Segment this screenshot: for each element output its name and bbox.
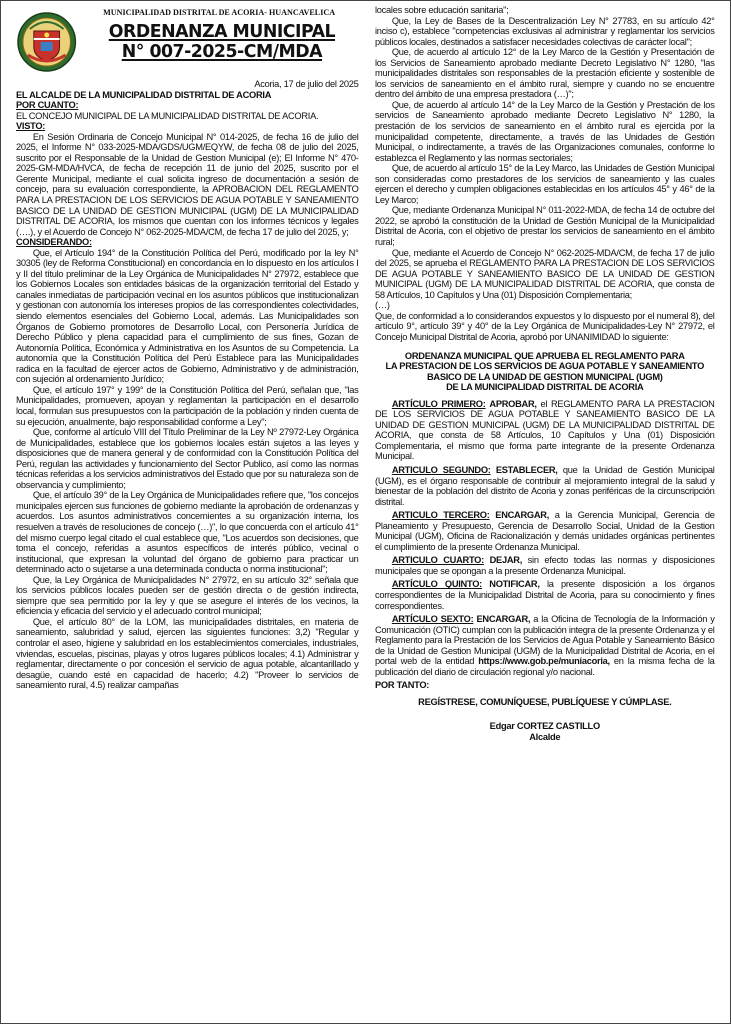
considerando-paragraph: Que, el artículo 197° y 199° de la Constitución Política del Perú, señalan que, "las Municipalidades, promueven, apoyan y reglamentan la participación en el desarrollo local, formulan sus presupuestos con la participación de la población y rinden cuenta de su ejecución, anualmente, bajo responsabilidad conforme a Ley"; xyxy=(16,383,359,427)
left-column xyxy=(16,5,359,691)
portal-url-link[interactable]: https://www.gob.pe/muniacoria, xyxy=(478,655,610,667)
article-label: ARTÍCULO PRIMERO: xyxy=(391,397,486,409)
visto-text: En Sesión Ordinaria de Concejo Municipal N° 014-2025, de fecha 16 de julio del 2025, el Informe N° 033-2025-MDA/GDS/UGM/EQYW, de fecha 08 de julio del 2025, suscrito por el Responsable de la Unidad de Gestion Municipal (e); El Informe N° 470-2025-GM-MDA/HVCA, de fecha de recepción 11 de junio del 2025, suscrito por el Gerente Municipal, mediante el cual solicita ingreso de documentación a sesión de concejo, para su evaluación correspondiente, la APROBACION DEL REGLAMENTO PARA LA PRESTACION DE LOS SERVICIOS DE AGUA POTABLE Y SANEAMIENTO BASICO DE LA UNIDAD DE GESTION MUNICIPAL (UGM) DE LA MUNICIPALIDAD DISTRITAL DE ACORIA, los mismos que cuentan con los informes técnicos y legales (….), y el Acuerdo de Concejo N° 062-2025-MDA/CM, de fecha 17 de julio del 2025, y; xyxy=(16,130,359,237)
considerando-paragraph: Que, el Artículo 194° de la Constitución Política del Perú, modificado por la ley N° 30305 (ley de Reforma Constitucional) en concordancia en lo dispuesto en los artículos I y II del título preliminar de la Ley Orgánica de Municipalidades N° 27972, establece que los Gobiernos Locales son entidades básicas de la organización territorial del Estado y canales inmediatas de participación vecinal en los asuntos públicos que institucionalizan y gestionan con autonomía los intereses propios de las correspondientes colectividades, siendo elementos esenciales del Gobierno Local, además. Las Municipalidades son Órganos de Gobierno promotores de Desarrollo Local, con Personería Jurídica de Derecho Público y plena capacidad para el cumplimiento de sus fines, Gozan de Autonomía Política, Económica y Administrativa en los Asuntos de su Competencia. La autonomía que la Constitución Política del Perú Establece para las Municipalidades radica en la facultad de ejercer actos de Gobierno, Administrativo y de administración, con sujeción al ordenamiento Jurídico; xyxy=(16,246,359,385)
por-tanto-label: POR TANTO: xyxy=(375,679,430,691)
ellipsis-paragraph: (…) xyxy=(375,299,390,311)
article-label: ARTICULO TERCERO: xyxy=(391,509,490,521)
article-verb: DEJAR, xyxy=(489,554,522,566)
considerando-paragraph: Que, la Ley Orgánica de Municipalidades N° 27972, en su artículo 32° señala que los servicios públicos locales pueden ser de gestión directa o de gestión indirecta, siempre que sea permitido por la ley y que se asegure el interés de los vecinos, la eficiencia y eficacia del servicio y el adecuado control municipal; xyxy=(16,573,359,617)
article-text: que la Unidad de Gestión Municipal (UGM), es el órgano responsable de contribuir al mejoramiento integral de la salud y bienestar de la población del distrito de Acoria y zonas periféricas de la circunscripción distrital. xyxy=(375,463,715,507)
ordenanza-title-block xyxy=(375,351,715,393)
article-verb: ESTABLECER, xyxy=(495,463,558,475)
considerando-paragraph: Que, mediante Ordenanza Municipal N° 011-2022-MDA, de fecha 14 de octubre del 2022, se aprobó la constitución de la Unidad de Gestión Municipal de la Municipalidad Distrital de Acoria, con el objetivo de prestar los servicios de saneamiento en el ámbito rural; xyxy=(375,204,715,248)
municipal-seal-icon xyxy=(16,11,77,73)
article-label: ARTICULO SEGUNDO: xyxy=(391,463,491,475)
considerando-paragraph: Que, de acuerdo al artículo 12° de la Ley Marco de la Gestión y Presentación de los Servicios de Saneamiento aprobado mediante Decreto Legislativo N° 1280, "las municipalidades distritales son responsables de la prestación eficiente y sostenible de los servicios de saneamiento en el ámbito rural, siempre y cuando no se encuentre dentro del ámbito de una empresa prestadora (…)"; xyxy=(375,46,715,100)
article-label: ARTÍCULO QUINTO: xyxy=(391,578,482,590)
signer-role: Alcalde xyxy=(529,731,561,742)
document-date: Acoria, 17 de julio del 2025 xyxy=(254,78,359,89)
por-cuanto-label: POR CUANTO: xyxy=(16,99,79,111)
ordenanza-title-line: ORDENANZA MUNICIPAL QUE APRUEBA EL REGLAMENTO PARA xyxy=(404,349,685,361)
por-cuanto-text: EL CONCEJO MUNICIPAL DE LA MUNICIPALIDAD DISTRITAL DE ACORIA. xyxy=(16,109,319,121)
article-verb: ENCARGAR, xyxy=(495,509,550,521)
ordenanza-title-line: LA PRESTACION DE LOS SERVICIOS DE AGUA POTABLE Y SANEAMIENTO xyxy=(385,360,705,372)
signer-name: Edgar CORTEZ CASTILLO xyxy=(489,720,600,732)
considerando-paragraph: Que, de acuerdo al artículo 14° de la Ley Marco de la Gestión y Prestación de los servicios de Saneamiento aprobado mediante Decreto Legislativo N° 1280, la prestación de los servicios de saneamiento en el ámbito rural es ejercida por la municipalidad competente, directamente, a través de las Unidades de Gestión Municipal, o indirectamente, a través de las Organizaciones comunales, conforme lo establezca el Reglamento y las normas sectoriales; xyxy=(375,98,715,163)
article-text: el REGLAMENTO PARA LA PRESTACION DE LOS SERVICIOS DE AGUA POTABLE Y SANEAMIENTO BASICO DE LA UNIDAD DE GESTION MUNICIPAL (UGM) DE LA MUNICIPALIDAD DISTRITAL DE ACORIA, que consta de 58 Artículos, 10 Capítulos y Una (01) Disposición Complementaria, el mismo que forma parte integrante de la presente Ordenanza Municipal. xyxy=(375,397,715,462)
article-text: en la misma fecha de la publicación del diario de circulación regional y/o nacional. xyxy=(375,655,715,677)
article-verb: NOTIFICAR, xyxy=(489,578,540,590)
considerando-paragraph: Que, la Ley de Bases de la Descentralización Ley N° 27783, en su artículo 42° inciso c), establece "competencias exclusivas al administrar y reglamentar los servicios públicos locales, destinados a satisfacer necesidades colectivas de carácter local"; xyxy=(375,14,715,47)
article-2 xyxy=(375,465,715,507)
considerando-paragraph: locales sobre educación sanitaria"; xyxy=(375,4,509,15)
article-label: ARTICULO CUARTO: xyxy=(391,554,484,566)
considerando-paragraph: Que, el artículo 80° de la LOM, las municipalidades distritales, en materia de saneamiento, salubridad y salud, ejercen las siguientes funciones: 3,2) "Regular y controlar el aseo, higiene y salubridad en los establecimientos comerciales, industriales, viviendas, escuelas, piscinas, playas y otros lugares públicos locales; 4.1) Administrar y reglamentar, directamente o por concesión el servicio de agua potable, alcantarillado y desagüe, cuando esté en capacidad de hacerlo; 4.2) "Proveer lo servicios de saneamiento rural, 4.5) realizar campañas xyxy=(16,615,359,691)
article-text: la presente disposición a los órganos correspondientes de la Municipalidad Distrital de Acoria, para su conocimiento y fines correspondientes. xyxy=(375,578,715,611)
article-6 xyxy=(375,614,715,677)
considerando-paragraph: Que, conforme al artículo VIII del Título Preliminar de la Ley Nº 27972-Ley Orgánica de Municipalidades, establece que los gobiernos locales están sujetos a las leyes y disposiciones que de manera general y de conformidad con la Constitución Política del Perú, regulan las actividades y funcionamiento del Sector Publico, así como las normas técnicas referidas a los servicios administrativos del Estado que por su naturaleza son de observancia y cumplimiento; xyxy=(16,426,359,490)
municipality-name: MUNICIPALIDAD DISTRITAL DE ACORIA- HUANCAVELICA xyxy=(103,8,336,17)
right-column xyxy=(375,5,715,743)
ordinance-number: N° 007-2025-CM/MDA xyxy=(121,42,323,62)
visto-label: VISTO: xyxy=(16,120,46,132)
article-text: a la Gerencia Municipal, Gerencia de Planeamiento y Presupuesto, Gerencia de Desarrollo Social, Unidad de la Gestion Municipal (UGM), Oficina de Racionalización y demás unidades orgánicas pertinentes el cumplimiento de la presente Ordenanza Municipal. xyxy=(375,509,715,552)
article-label: ARTÍCULO SEXTO: xyxy=(391,613,474,625)
article-4 xyxy=(375,555,715,576)
article-verb: ENCARGAR, xyxy=(476,613,531,625)
article-verb: APROBAR, xyxy=(489,397,537,409)
ordinance-title: ORDENANZA MUNICIPAL xyxy=(108,22,336,42)
considerando-paragraph: Que, el artículo 39° de la Ley Orgánica de Municipalidades refiere que, "los concejos municipales ejercen sus funciones de gobierno mediante la aprobación de ordenanzas y acuerdos. Los asuntos administrativos concernientes a su organización interna, los resuelven a través de resoluciones de concejo (…)", lo que concuerda con el artículo 41° del mismo cuerpo legal citado el cual establece que, "Los acuerdos son decisiones, que toma el concejo, referidas a asuntos específicos de interés público, vecinal o institucional, que expresan la voluntad del órgano de gobierno para practicar un determinado acto o sujetarse a una determinada conducta o norma institucional"; xyxy=(16,489,359,575)
considerando-paragraph: Que, de acuerdo al artículo 15° de la Ley Marco, las Unidades de Gestión Municipal son consideradas como prestadores de los servicios de saneamiento y las cuales ejercen el derecho y cumplen obligaciones establecidas en los artículos 45° y 46° de la Ley Marco; xyxy=(375,162,715,205)
registrese-line: REGÍSTRESE, COMUNÍQUESE, PUBLÍQUESE Y CÚMPLASE. xyxy=(418,695,672,707)
conformidad-paragraph: Que, de conformidad a lo considerandos expuestos y lo dispuesto por el numeral 8), del artículo 9°, artículo 39° y 40° de la Ley Orgánica de Municipalidades-Ley N° 27972, el Concejo Municipal Distrital de Acoria, aprobó por UNANIMIDAD lo siguiente: xyxy=(375,309,715,342)
alcalde-heading: EL ALCALDE DE LA MUNICIPALIDAD DISTRITAL DE ACORIA xyxy=(16,88,272,100)
article-text: sin efecto todas las normas y disposiciones municipales que se opongan a la presente Ordenanza Municipal. xyxy=(375,554,715,576)
ordenanza-title-line: BASICO DE LA UNIDAD DE GESTION MUNICIPAL (UGM) xyxy=(426,370,663,382)
article-1 xyxy=(375,399,715,462)
article-5 xyxy=(375,579,715,611)
considerando-label: CONSIDERANDO: xyxy=(16,236,92,248)
article-text: a la Oficina de Tecnología de la Información y Comunicación (OTIC) cumplan con la publicación integra de la presente Ordenanza y el Reglamento para la Prestación de los Servicios de Agua Potable y Saneamiento Básico de la Unidad de Gestion Municipal (UGM) de la Municipalidad Distrital de Acoria, en el portal web de la entidad xyxy=(375,613,715,667)
article-3 xyxy=(375,510,715,552)
considerando-paragraph: Que, mediante el Acuerdo de Concejo N° 062-2025-MDA/CM, de fecha 17 de julio del 2025, se aprueba el REGLAMENTO PARA LA PRESTACION DE LOS SERVICIOS DE AGUA POTABLE Y SANEAMIENTO BASICO DE LA UNIDAD DE GESTION MUNICIPAL (UGM) DE LA MUNICIPALIDAD DISTRITAL DE ACORIA, que consta de 58 Artículos, 10 Capítulos y Una (01) Disposición Complementaria; xyxy=(375,246,715,300)
ordenanza-title-line: DE LA MUNICIPALIDAD DISTRITAL DE ACORIA xyxy=(446,381,644,393)
document-header xyxy=(16,5,359,77)
